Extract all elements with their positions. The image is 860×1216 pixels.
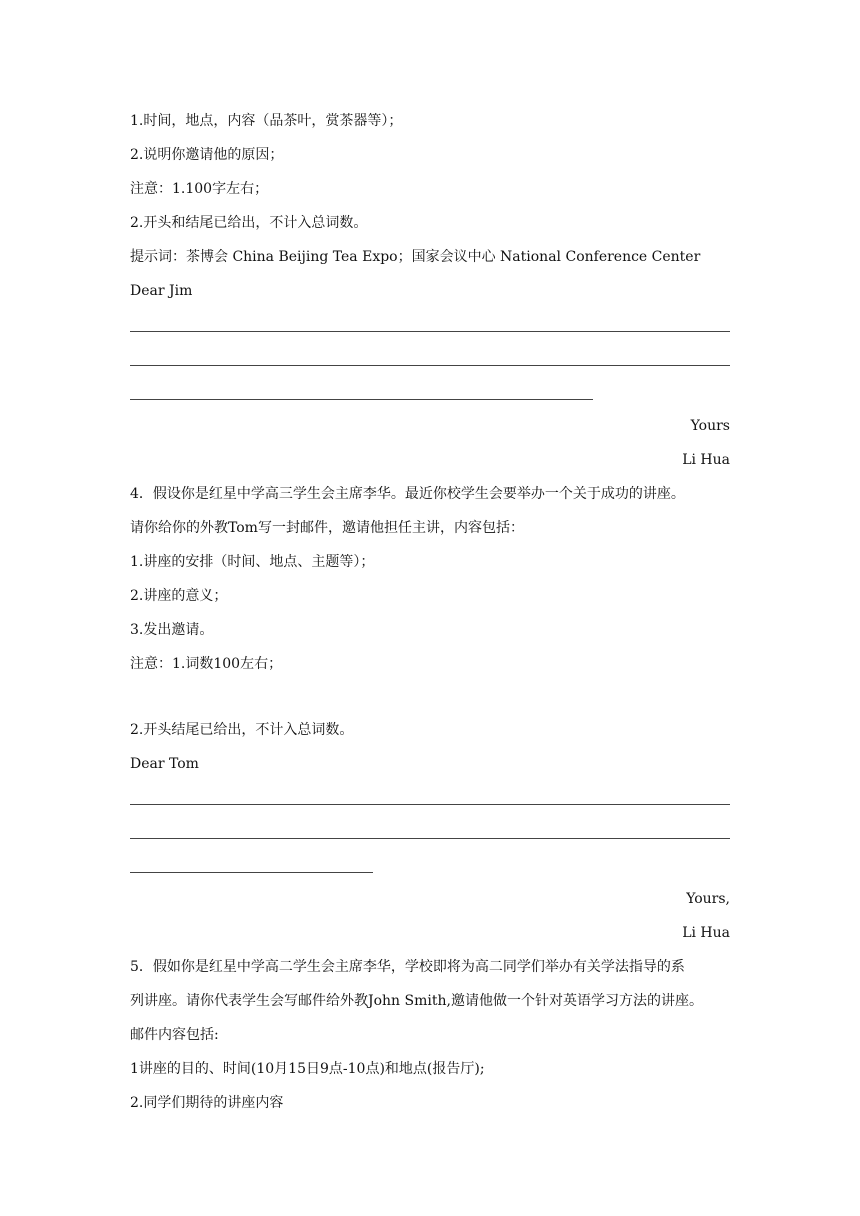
q4-line-5: 3.发出邀请。 (130, 622, 214, 638)
q4-greeting: Dear Tom (130, 756, 199, 772)
q4-answer-line-2 (130, 838, 730, 839)
q5-line-3: 邮件内容包括: (130, 1027, 219, 1043)
q5-line-1: 5．假如你是红星中学高二学生会主席李华，学校即将为高二同学们举办有关学法指导的系 (130, 959, 685, 975)
q4-line-1: 4．假设你是红星中学高三学生会主席李华。最近你校学生会要举办一个关于成功的讲座。 (130, 486, 685, 502)
q4-answer-line-3 (130, 872, 373, 873)
q4-line-4: 2.讲座的意义； (130, 588, 228, 604)
q4-line-7: 2.开头结尾已给出，不计入总词数。 (130, 722, 354, 738)
q5-line-2: 列讲座。请你代表学生会写邮件给外教John Smith,邀请他做一个针对英语学习方法的讲座。 (130, 993, 703, 1009)
q3-signature: Li Hua (682, 452, 730, 468)
q3-greeting: Dear Jim (130, 283, 193, 299)
q3-line-4: 2.开头和结尾已给出，不计入总词数。 (130, 215, 368, 231)
q3-closing: Yours (690, 418, 730, 434)
q3-answer-line-2 (130, 365, 730, 366)
q4-line-6: 注意：1.词数100左右； (130, 656, 283, 672)
q3-line-3: 注意：1.100字左右； (130, 181, 269, 197)
q4-line-2: 请你给你的外教Tom写一封邮件，邀请他担任主讲，内容包括： (130, 520, 524, 536)
q4-answer-line-1 (130, 804, 730, 805)
q3-line-2: 2.说明你邀请他的原因； (130, 147, 284, 163)
q3-line-1: 1.时间，地点，内容（品茶叶，赏茶器等）； (130, 113, 403, 129)
q3-answer-line-3 (130, 399, 593, 400)
q5-line-5: 2.同学们期待的讲座内容 (130, 1095, 284, 1111)
q5-line-4: 1讲座的目的、时间(10月15日9点-10点)和地点(报告厅); (130, 1061, 485, 1077)
q4-line-3: 1.讲座的安排（时间、地点、主题等）； (130, 554, 375, 570)
q3-answer-line-1 (130, 331, 730, 332)
q4-closing: Yours, (686, 891, 730, 907)
q4-signature: Li Hua (682, 925, 730, 941)
q3-hint-words: 提示词：茶博会 China Beijing Tea Expo；国家会议中心 National Conference Center (130, 249, 701, 265)
